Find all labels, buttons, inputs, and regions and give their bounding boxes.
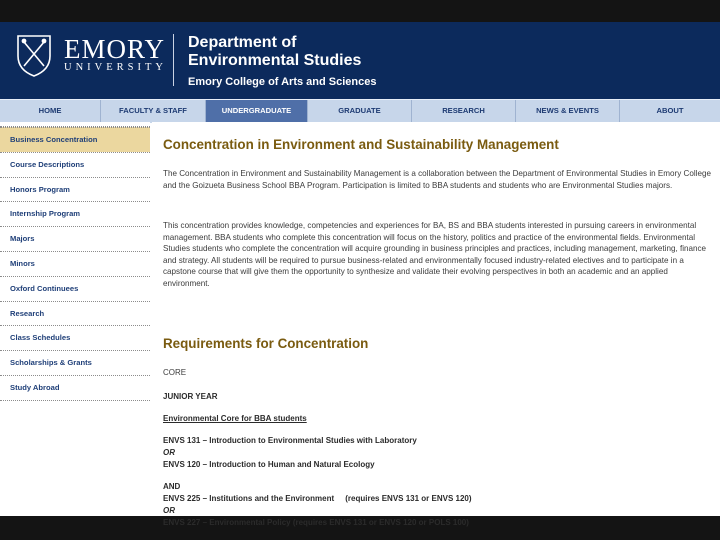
nav-undergraduate[interactable]: UNDERGRADUATE xyxy=(206,100,308,123)
nav-home[interactable]: HOME xyxy=(0,100,101,123)
logo-university-text: UNIVERSITY xyxy=(64,62,167,73)
or-label-1: OR xyxy=(163,448,175,457)
core-label: CORE xyxy=(163,368,187,377)
intro-paragraph: The Concentration in Environment and Sustainability Management is a collaboration between the Department of Environmental Studies in Emory College and the Goizueta Business School BBA Program. Participation is limited to BBA students and students who are Environmental Studies majors. xyxy=(163,169,711,190)
and-label: AND xyxy=(163,482,181,491)
logo-emory-text: EMORY xyxy=(64,34,166,64)
sidebar-item-majors[interactable]: Majors xyxy=(0,226,150,251)
torch-shield-icon xyxy=(14,32,54,78)
or-label-2: OR xyxy=(163,506,175,515)
sidebar-item-class-schedules[interactable]: Class Schedules xyxy=(0,325,150,350)
sidebar-item-honors-program[interactable]: Honors Program xyxy=(0,177,150,202)
sidebar-item-minors[interactable]: Minors xyxy=(0,251,150,276)
sidebar xyxy=(0,122,150,516)
college-name: Emory College of Arts and Sciences xyxy=(188,76,377,88)
course-envs-227: ENVS 227 – Environmental Policy (requires ENVS 131 or ENVS 120 or POLS 100) xyxy=(163,518,469,527)
course-envs-131: ENVS 131 – Introduction to Environmental Studies with Laboratory xyxy=(163,436,417,445)
page-title: Concentration in Environment and Sustainability Management xyxy=(163,137,559,152)
main-nav xyxy=(0,99,720,123)
dept-line-1: Department of xyxy=(188,34,297,51)
sidebar-item-research[interactable]: Research xyxy=(0,301,150,326)
emory-logo[interactable] xyxy=(14,32,167,78)
sidebar-item-internship-program[interactable]: Internship Program xyxy=(0,201,150,226)
site-header xyxy=(0,22,720,99)
nav-about[interactable]: ABOUT xyxy=(656,106,684,115)
sidebar-item-scholarships-grants[interactable]: Scholarships & Grants xyxy=(0,350,150,375)
department-title[interactable] xyxy=(188,34,376,88)
junior-year-label: JUNIOR YEAR xyxy=(163,392,218,401)
sidebar-item-course-descriptions[interactable]: Course Descriptions xyxy=(0,152,150,177)
web-page xyxy=(0,22,720,527)
sidebar-item-oxford-continuees[interactable]: Oxford Continuees xyxy=(0,276,150,301)
description-paragraph: This concentration provides knowledge, competencies and experiences for BA, BS and BBA students interested in pursuing careers in environmental management. BBA students who complete this concentration will focus on the history, politics and practice of the environmental fields. Environmental Studies students who complete the concentration will acquire grounding in business principles and practices, including management, marketing, finance and strategy. All students will be required to pursue business-related and environmentally focused industry-related electives and to participate in a capstone course that will give them the opportunity to synthesize and validate their evolving perspectives in both an academic and an applied environment. xyxy=(163,221,707,288)
course-envs-120: ENVS 120 – Introduction to Human and Natural Ecology xyxy=(163,460,375,469)
sidebar-bottom-divider xyxy=(0,400,150,406)
nav-research[interactable]: RESEARCH xyxy=(412,100,516,123)
header-divider xyxy=(173,34,174,86)
course-envs-225: ENVS 225 – Institutions and the Environment (requires ENVS 131 or ENVS 120) xyxy=(163,494,472,503)
requirements-heading: Requirements for Concentration xyxy=(163,336,369,351)
environmental-core-label: Environmental Core for BBA students xyxy=(163,414,307,423)
nav-news-events[interactable]: NEWS & EVENTS xyxy=(516,100,620,123)
sidebar-item-study-abroad[interactable]: Study Abroad xyxy=(0,375,150,400)
nav-graduate[interactable]: GRADUATE xyxy=(308,100,412,123)
dept-line-2: Environmental Studies xyxy=(188,52,362,69)
sidebar-item-business-concentration[interactable]: Business Concentration xyxy=(0,127,150,152)
main-content xyxy=(152,122,720,527)
nav-faculty-staff[interactable]: FACULTY & STAFF xyxy=(101,100,206,123)
